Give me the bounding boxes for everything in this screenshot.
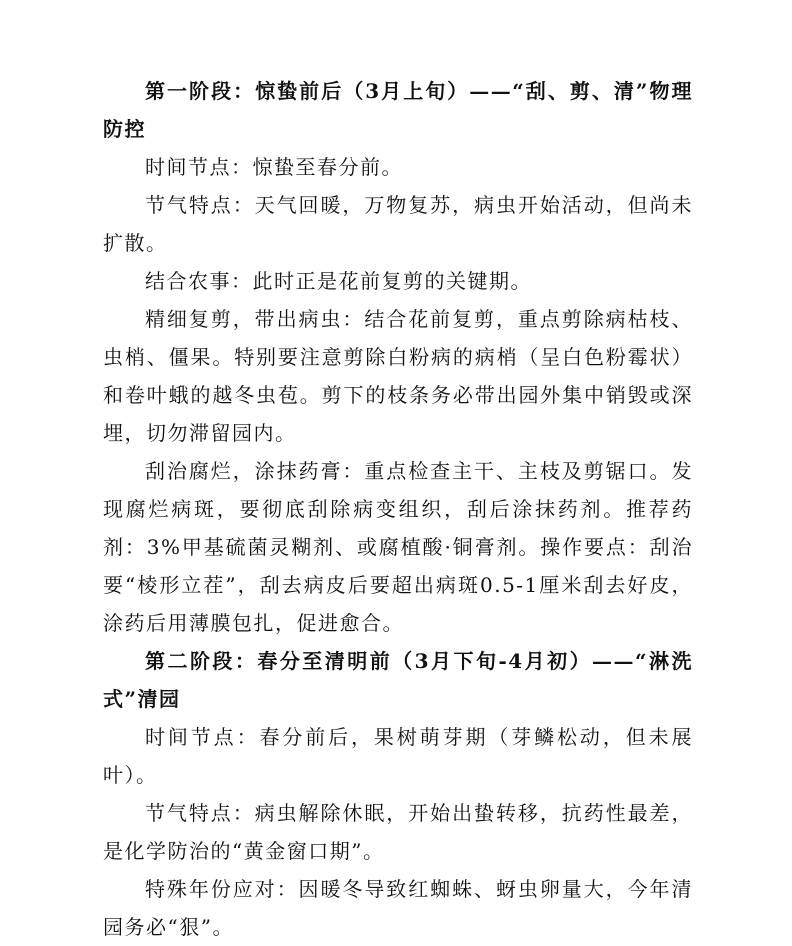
- section-heading-stage-2: 第二阶段：春分至清明前（3月下旬-4月初）——“淋洗式”清园: [103, 649, 693, 711]
- paragraph-pruning: 精细复剪，带出病虫：结合花前复剪，重点剪除病枯枝、虫梢、僵果。特别要注意剪除白粉病的病梢（呈白色粉霉状）和卷叶蛾的越冬虫苞。剪下的枝条务必带出园外集中销毁或深埋，切勿滞留园内。: [103, 307, 693, 445]
- paragraph-solar-term-2: 节气特点：病虫解除休眠，开始出蛰转移，抗药性最差，是化学防治的“黄金窗口期”。: [103, 801, 693, 863]
- paragraph-special-year: 特殊年份应对：因暖冬导致红蜘蛛、蚜虫卵量大，今年清园务必“狠”。: [103, 877, 693, 939]
- paragraph-solar-term-1: 节气特点：天气回暖，万物复苏，病虫开始活动，但尚未扩散。: [103, 193, 693, 255]
- paragraph-time-node-1: 时间节点：惊蛰至春分前。: [145, 155, 403, 179]
- section-heading-stage-1: 第一阶段：惊蛰前后（3月上旬）——“刮、剪、清”物理防控: [103, 79, 693, 141]
- paragraph-scraping: 刮治腐烂，涂抹药膏：重点检查主干、主枝及剪锯口。发现腐烂病斑，要彻底刮除病变组织，刮后涂抹药剂。推荐药剂：3%甲基硫菌灵糊剂、或腐植酸·铜膏剂。操作要点：刮治要“棱形立茬”，刮去病皮后要超出病斑0.5-1厘米刮去好皮，涂药后用薄膜包扎，促进愈合。: [103, 459, 693, 635]
- paragraph-time-node-2: 时间节点：春分前后，果树萌芽期（芽鳞松动，但未展叶）。: [103, 725, 693, 787]
- document-body: [103, 72, 693, 946]
- paragraph-farming-work: 结合农事：此时正是花前复剪的关键期。: [145, 269, 532, 293]
